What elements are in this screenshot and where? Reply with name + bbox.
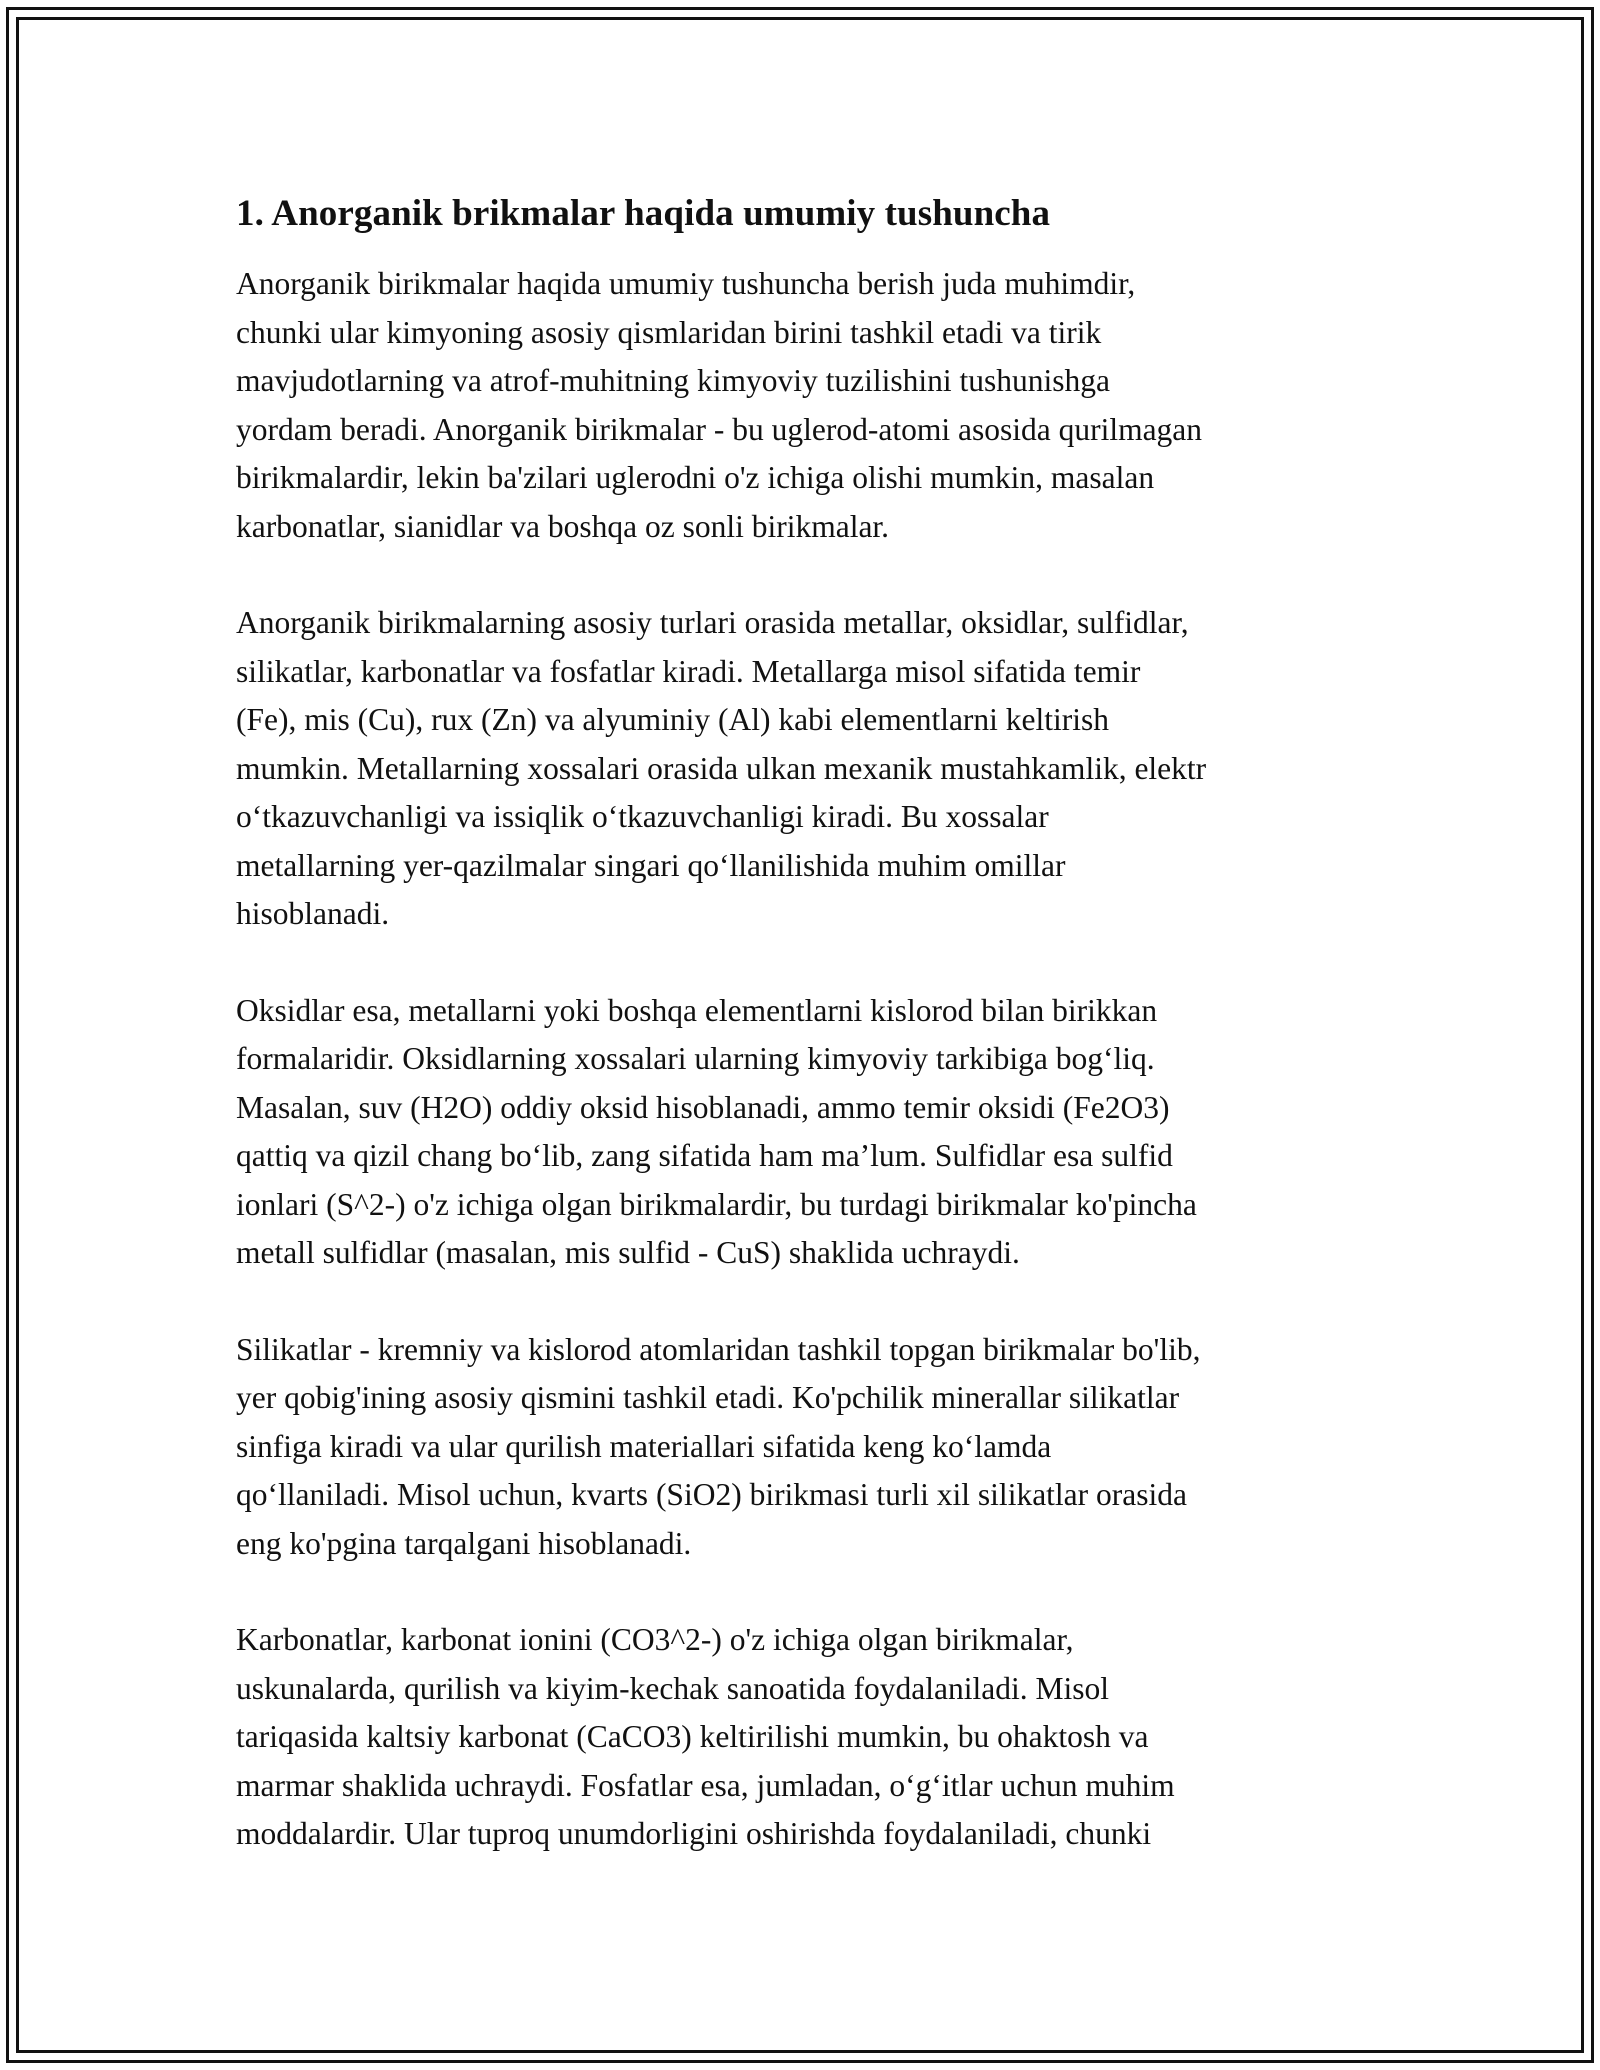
- paragraph-carbonates-phosphates: Karbonatlar, karbonat ionini (CO3^2-) o'z ichiga olgan birikmalar, uskunalarda, qurilish va kiyim-kechak sanoatida foydalaniladi. Misol tariqasida kaltsiy karbonat (CaCO3) keltirilishi mumkin, bu ohaktosh va marmar shaklida uchraydi. Fosfatlar esa, jumladan, o‘g‘itlar uchun muhim moddalardir. Ular tuproq unumdorligini oshirishda foydalaniladi, chunki: [236, 1622, 1175, 1851]
- paragraph-metals: Anorganik birikmalarning asosiy turlari orasida metallar, oksidlar, sulfidlar, silikatlar, karbonatlar va fosfatlar kiradi. Metallarga misol sifatida temir (Fe), mis (Cu), rux (Zn) va alyuminiy (Al) kabi elementlarni keltirish mumkin. Metallarning xossalari orasida ulkan mexanik mustahkamlik, elektr o‘tkazuvchanligi va issiqlik o‘tkazuvchanligi kiradi. Bu xossalar metallarning yer-qazilmalar singari qo‘llanilishida muhim omillar hisoblanadi.: [236, 605, 1207, 931]
- paragraph-oxides-sulfides: Oksidlar esa, metallarni yoki boshqa elementlarni kislorod bilan birikkan formalaridir. Oksidlarning xossalari ularning kimyoviy tarkibiga bog‘liq. Masalan, suv (H2O) oddiy oksid hisoblanadi, ammo temir oksidi (Fe2O3) qattiq va qizil chang bo‘lib, zang sifatida ham ma’lum. Sulfidlar esa sulfid ionlari (S^2-) o'z ichiga olgan birikmalardir, bu turdagi birikmalar ko'pincha metall sulfidlar (masalan, mis sulfid - CuS) shaklida uchraydi.: [236, 992, 1197, 1270]
- paragraph-intro: Anorganik birikmalar haqida umumiy tushuncha berish juda muhimdir, chunki ular kimyoning asosiy qismlaridan birini tashkil etadi va tirik mavjudotlarning va atrof-muhitning kimyoviy tuzilishini tushunishga yordam beradi. Anorganik birikmalar - bu uglerod-atomi asosida qurilmagan birikmalardir, lekin ba'zilari uglerodni o'z ichiga olishi mumkin, masalan karbonatlar, sianidlar va boshqa oz sonli birikmalar.: [236, 266, 1203, 544]
- paragraph-silicates: Silikatlar - kremniy va kislorod atomlaridan tashkil topgan birikmalar bo'lib, yer qobig'ining asosiy qismini tashkil etadi. Ko'pchilik minerallar silikatlar sinfiga kiradi va ular qurilish materiallari sifatida keng ko‘lamda qo‘llaniladi. Misol uchun, kvarts (SiO2) birikmasi turli xil silikatlar orasida eng ko'pgina tarqalgani hisoblanadi.: [236, 1331, 1201, 1561]
- document-body: [236, 188, 1376, 1859]
- section-heading: 1. Anorganik brikmalar haqida umumiy tushuncha: [236, 193, 1051, 234]
